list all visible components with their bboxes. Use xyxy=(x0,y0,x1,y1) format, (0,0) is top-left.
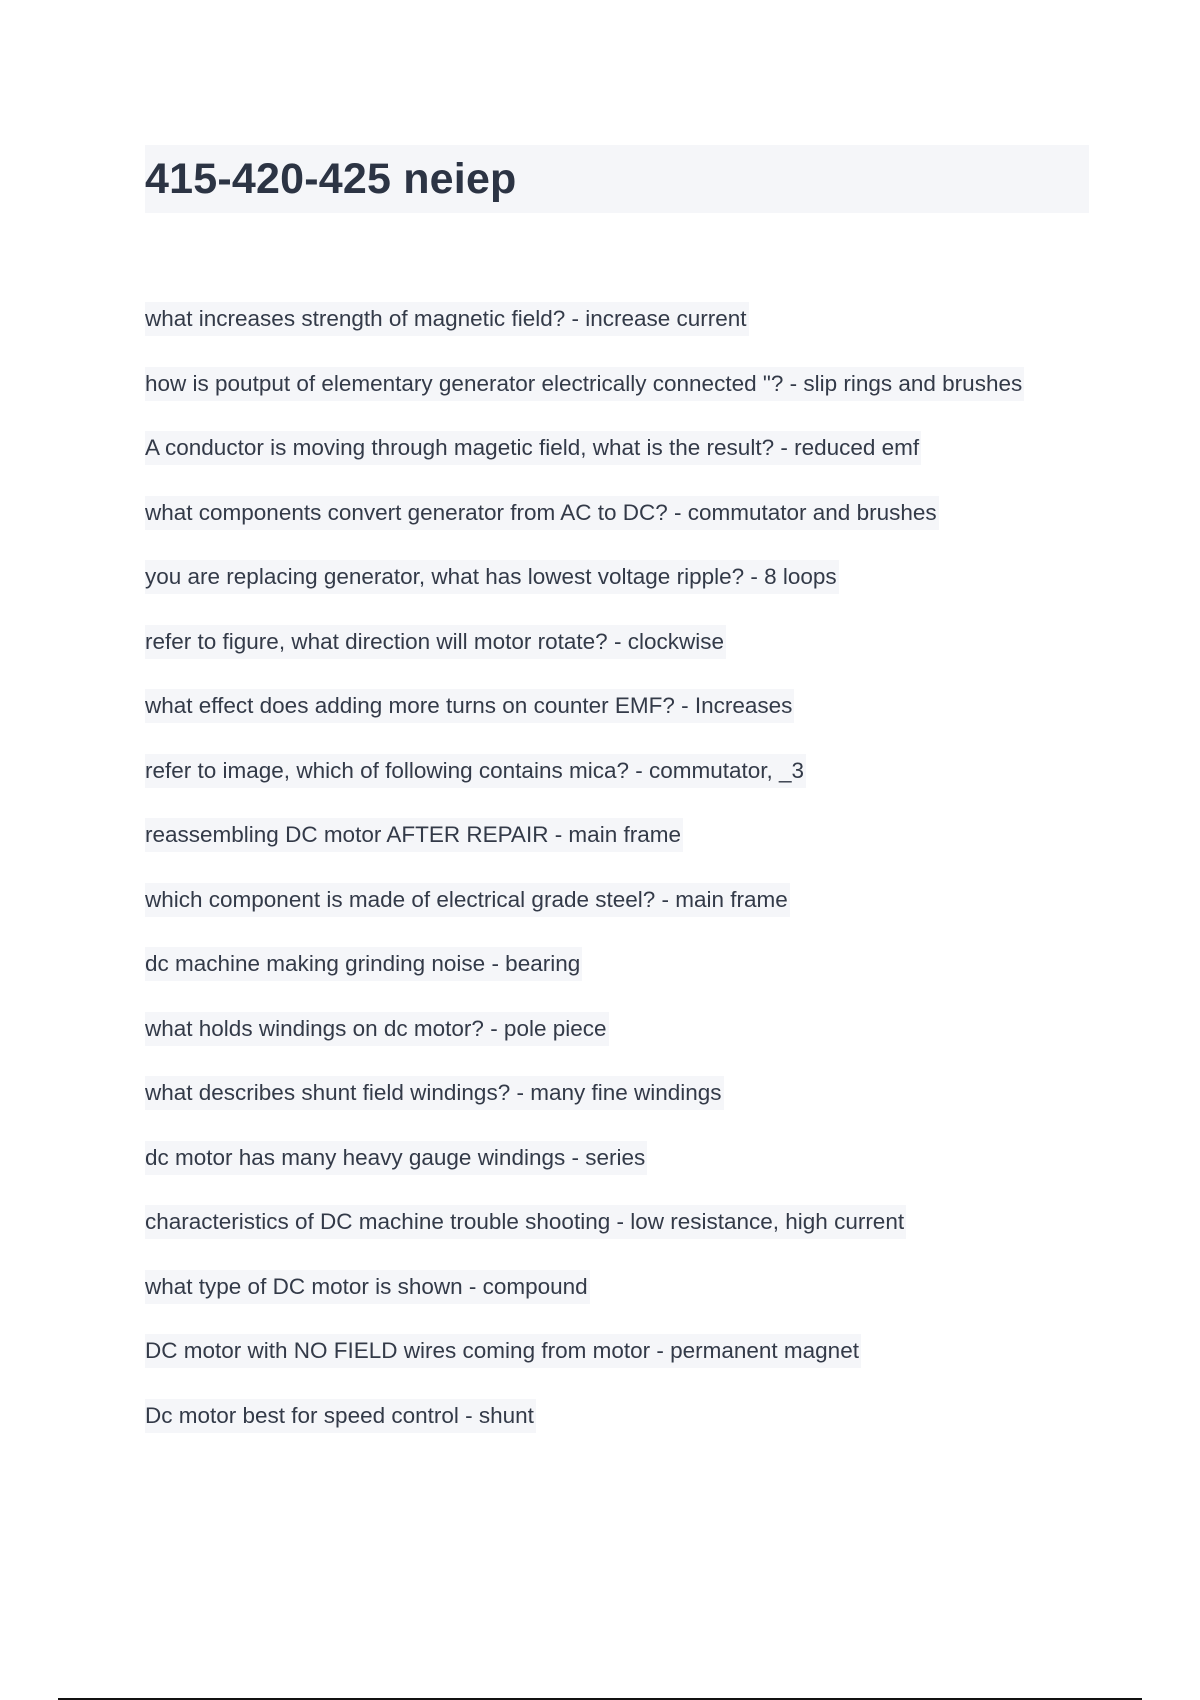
qa-text: Dc motor best for speed control - shunt xyxy=(145,1399,536,1433)
list-item xyxy=(145,1012,1145,1077)
list-item xyxy=(145,431,1145,496)
qa-text: DC motor with NO FIELD wires coming from motor - permanent magnet xyxy=(145,1334,861,1368)
title-bar xyxy=(145,145,1089,213)
qa-text: what components convert generator from AC to DC? - commutator and brushes xyxy=(145,496,939,530)
qa-text: which component is made of electrical grade steel? - main frame xyxy=(145,883,790,917)
qa-text: what increases strength of magnetic field? - increase current xyxy=(145,302,749,336)
qa-list xyxy=(145,302,1145,1463)
list-item xyxy=(145,818,1145,883)
list-item xyxy=(145,302,1145,367)
qa-text: how is poutput of elementary generator electrically connected "? - slip rings and brushes xyxy=(145,367,1024,401)
qa-text: you are replacing generator, what has lowest voltage ripple? - 8 loops xyxy=(145,560,839,594)
qa-text: what describes shunt field windings? - many fine windings xyxy=(145,1076,724,1110)
qa-text: refer to figure, what direction will motor rotate? - clockwise xyxy=(145,625,726,659)
list-item xyxy=(145,947,1145,1012)
qa-text: what type of DC motor is shown - compound xyxy=(145,1270,590,1304)
qa-text: dc machine making grinding noise - bearing xyxy=(145,947,582,981)
list-item xyxy=(145,367,1145,432)
list-item xyxy=(145,1334,1145,1399)
list-item xyxy=(145,1270,1145,1335)
list-item xyxy=(145,689,1145,754)
list-item xyxy=(145,1141,1145,1206)
list-item xyxy=(145,496,1145,561)
list-item xyxy=(145,625,1145,690)
list-item xyxy=(145,560,1145,625)
list-item xyxy=(145,754,1145,819)
list-item xyxy=(145,1205,1145,1270)
qa-text: dc motor has many heavy gauge windings - series xyxy=(145,1141,647,1175)
page-title: 415-420-425 neiep xyxy=(145,155,517,203)
qa-text: reassembling DC motor AFTER REPAIR - main frame xyxy=(145,818,683,852)
list-item xyxy=(145,883,1145,948)
list-item xyxy=(145,1399,1145,1464)
qa-text: what holds windings on dc motor? - pole piece xyxy=(145,1012,609,1046)
list-item xyxy=(145,1076,1145,1141)
qa-text: what effect does adding more turns on counter EMF? - Increases xyxy=(145,689,794,723)
qa-text: refer to image, which of following contains mica? - commutator, _3 xyxy=(145,754,806,788)
qa-text: A conductor is moving through magetic field, what is the result? - reduced emf xyxy=(145,431,921,465)
qa-text: characteristics of DC machine trouble shooting - low resistance, high current xyxy=(145,1205,906,1239)
